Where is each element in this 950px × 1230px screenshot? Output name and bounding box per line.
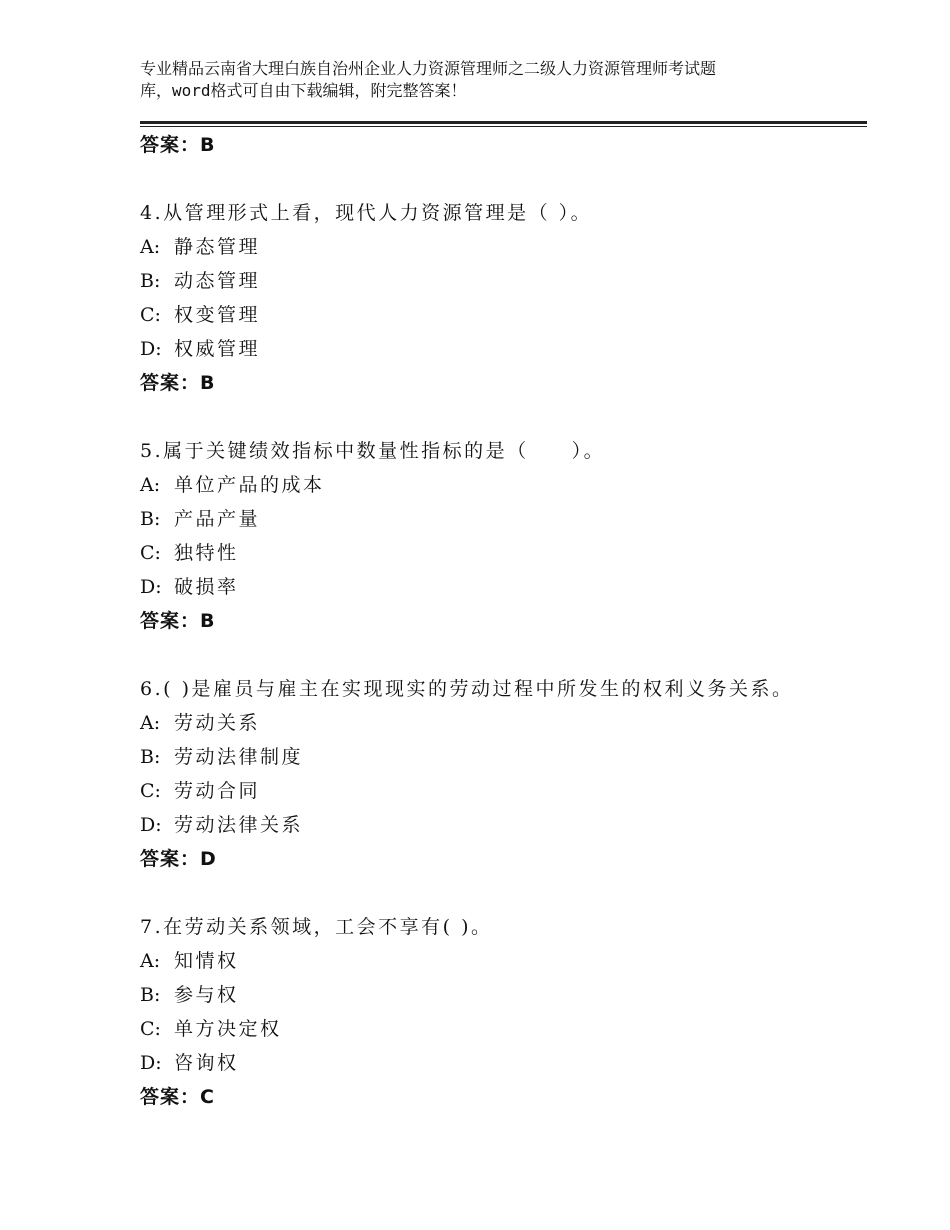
option-text: 单方决定权 [174,1018,282,1040]
question-list [140,128,867,1114]
option-letter: A: [140,950,161,972]
option-letter: B: [140,984,161,1006]
option-text: 知情权 [174,950,239,972]
option-letter: C: [140,304,161,326]
option-text: 权变管理 [174,304,261,326]
option-letter: B: [140,746,161,768]
option-d [140,1046,867,1080]
option-a [140,468,867,502]
answer-line: 答案：D [140,848,217,870]
question-7 [140,910,867,1114]
option-letter: D: [140,1052,162,1074]
option-b [140,264,867,298]
option-text: 单位产品的成本 [174,474,325,496]
option-text: 独特性 [174,542,239,564]
question-stem: 7.在劳动关系领域，工会不享有( )。 [140,916,493,938]
page-header [140,58,820,102]
option-text: 动态管理 [174,270,261,292]
option-b [140,502,867,536]
question-5 [140,434,867,638]
option-letter: A: [140,474,161,496]
header-line-1: 专业精品云南省大理白族自治州企业人力资源管理师之二级人力资源管理师考试题 [140,59,717,78]
answer-line: 答案：B [140,610,216,632]
question-stem: 4.从管理形式上看，现代人力资源管理是（ ）。 [140,202,593,224]
question-4 [140,196,867,400]
answer-line: 答案：B [140,372,216,394]
option-letter: C: [140,1018,161,1040]
option-d [140,808,867,842]
option-a [140,230,867,264]
option-d [140,332,867,366]
header-rule-thin [140,126,867,127]
option-letter: C: [140,780,161,802]
question-6 [140,672,867,876]
option-text: 咨询权 [174,1052,239,1074]
option-letter: A: [140,712,161,734]
option-letter: C: [140,542,161,564]
option-text: 参与权 [174,984,239,1006]
option-letter: D: [140,576,162,598]
option-c [140,1012,867,1046]
question-stem: 6.( )是雇员与雇主在实现现实的劳动过程中所发生的权利义务关系。 [140,678,794,700]
option-c [140,298,867,332]
option-letter: B: [140,270,161,292]
option-text: 劳动法律关系 [174,814,304,836]
option-text: 劳动法律制度 [174,746,304,768]
option-text: 劳动关系 [174,712,261,734]
option-text: 静态管理 [174,236,261,258]
previous-answer: 答案：B [140,134,216,156]
option-d [140,570,867,604]
option-letter: A: [140,236,161,258]
option-c [140,536,867,570]
option-a [140,944,867,978]
option-text: 产品产量 [174,508,261,530]
answer-line: 答案：C [140,1086,215,1108]
header-line-2: 库，word格式可自由下载编辑，附完整答案！ [140,81,467,100]
option-b [140,978,867,1012]
header-rule-thick [140,121,867,124]
option-text: 权威管理 [174,338,261,360]
option-c [140,774,867,808]
question-stem: 5.属于关键绩效指标中数量性指标的是（ ）。 [140,440,606,462]
option-letter: B: [140,508,161,530]
option-letter: D: [140,814,162,836]
option-a [140,706,867,740]
option-text: 劳动合同 [174,780,261,802]
option-letter: D: [140,338,162,360]
option-text: 破损率 [174,576,239,598]
option-b [140,740,867,774]
